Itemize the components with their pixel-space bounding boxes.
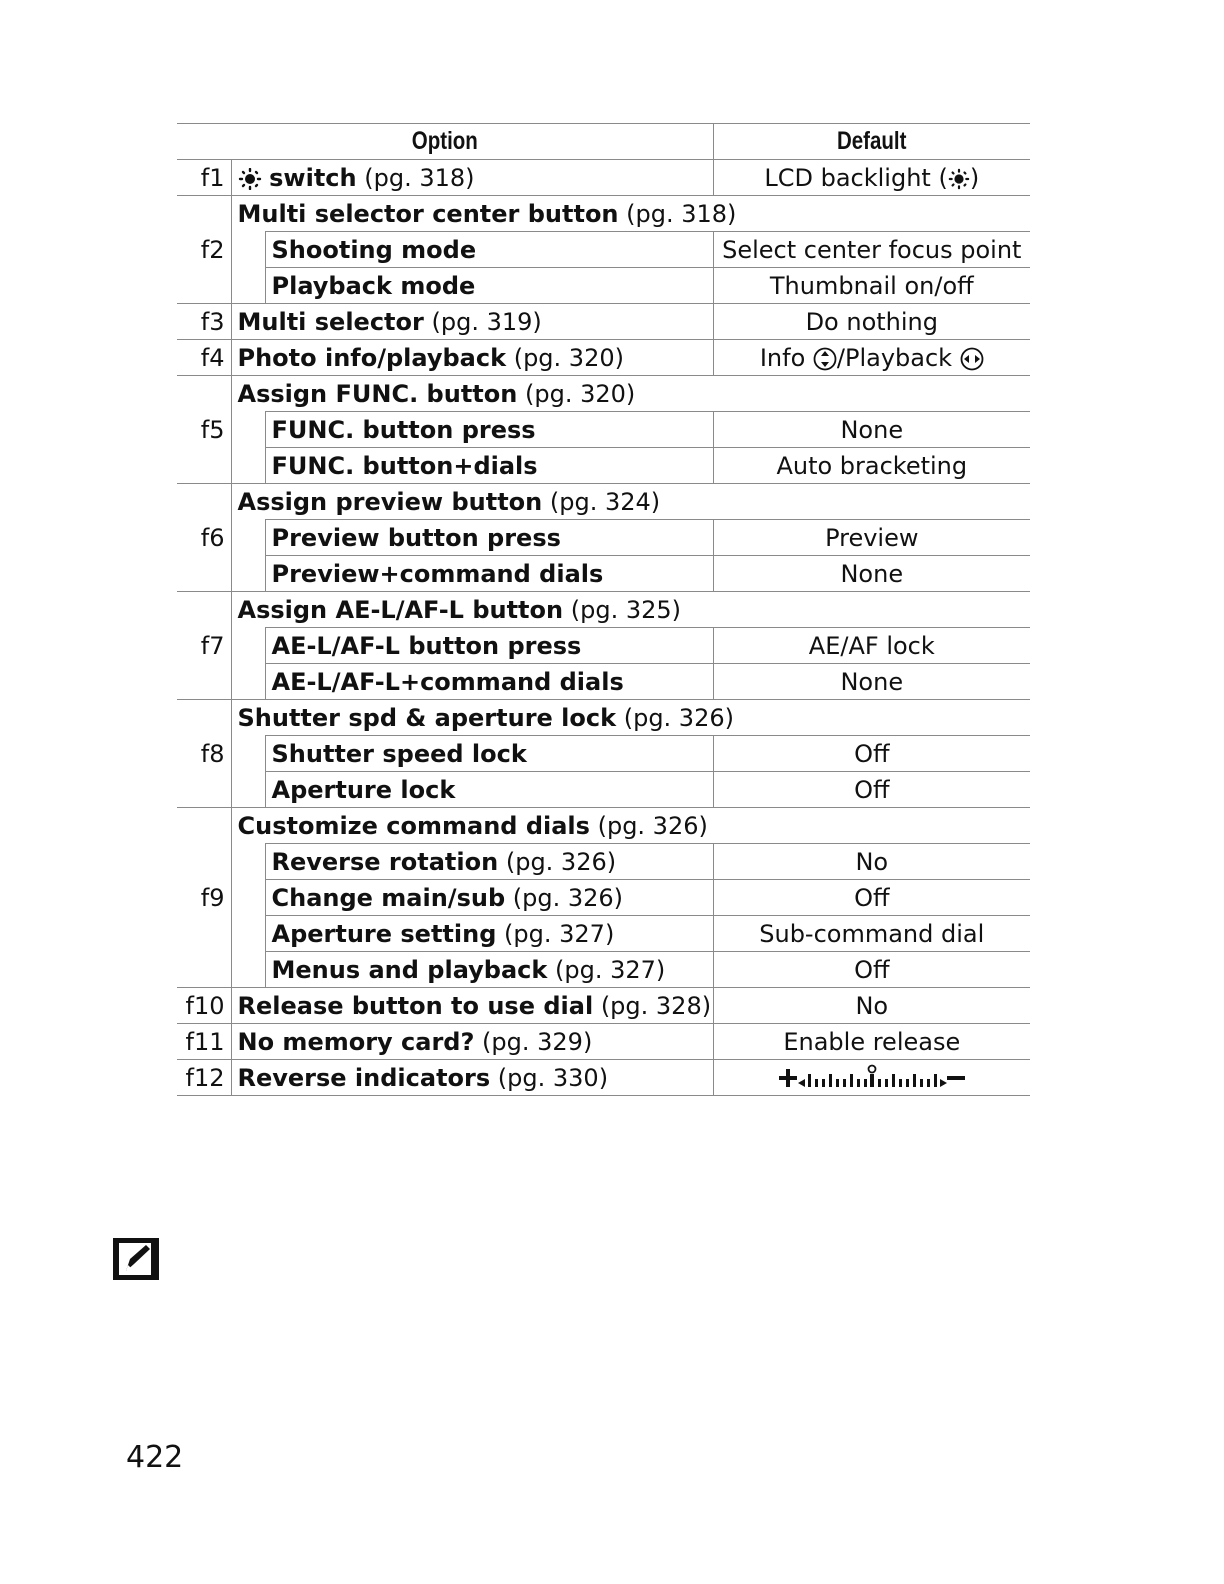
sub-option: Menus and playback (pg. 327) xyxy=(265,952,713,988)
group-title: Assign FUNC. button (pg. 320) xyxy=(237,379,636,408)
table-row xyxy=(177,880,1030,916)
default-cell: Off xyxy=(713,952,1030,988)
sub-option: Aperture setting (pg. 327) xyxy=(265,916,713,952)
table-row xyxy=(177,736,1030,772)
table-row xyxy=(177,232,1030,268)
default-cell: Sub-command dial xyxy=(713,916,1030,952)
table-row xyxy=(177,196,1030,232)
sub-option: Reverse rotation (pg. 326) xyxy=(265,844,713,880)
option-cell: Multi selector (pg. 319) xyxy=(231,304,713,340)
table-row xyxy=(177,556,1030,592)
exposure-indicator-plus-minus-icon xyxy=(777,1064,967,1092)
sub-option: Shutter speed lock xyxy=(265,736,713,772)
group-title: Assign AE-L/AF-L button (pg. 325) xyxy=(237,595,682,624)
row-code: f8 xyxy=(177,700,231,808)
table-row xyxy=(177,664,1030,700)
option-cell: switch (pg. 318) xyxy=(231,160,713,196)
default-cell: None xyxy=(713,412,1030,448)
note-pencil-icon xyxy=(112,1237,160,1281)
table-row xyxy=(177,1060,1030,1096)
row-code: f3 xyxy=(177,304,231,340)
custom-settings-table xyxy=(177,123,1030,1096)
table-row xyxy=(177,268,1030,304)
row-code: f4 xyxy=(177,340,231,376)
default-cell: Off xyxy=(713,880,1030,916)
table-row xyxy=(177,412,1030,448)
default-cell: Enable release xyxy=(713,1024,1030,1060)
row-code: f9 xyxy=(177,808,231,988)
default-cell xyxy=(713,1060,1030,1096)
option-cell: Photo info/playback (pg. 320) xyxy=(231,340,713,376)
table-row xyxy=(177,376,1030,412)
backlight-bulb-icon xyxy=(238,168,262,190)
sub-option: AE-L/AF-L+command dials xyxy=(265,664,713,700)
default-cell: Off xyxy=(713,736,1030,772)
multi-selector-up-down-icon xyxy=(813,347,837,371)
default-cell: None xyxy=(713,556,1030,592)
option-cell: Reverse indicators (pg. 330) xyxy=(231,1060,713,1096)
table-row xyxy=(177,448,1030,484)
default-cell: AE/AF lock xyxy=(713,628,1030,664)
default-cell: Info /Playback xyxy=(713,340,1030,376)
row-code: f11 xyxy=(177,1024,231,1060)
table-row xyxy=(177,340,1030,376)
default-cell: No xyxy=(713,844,1030,880)
table-row xyxy=(177,844,1030,880)
row-code: f6 xyxy=(177,484,231,592)
default-cell: Off xyxy=(713,772,1030,808)
backlight-bulb-icon xyxy=(948,168,970,190)
default-cell: Thumbnail on/off xyxy=(713,268,1030,304)
default-cell: No xyxy=(713,988,1030,1024)
table-row xyxy=(177,772,1030,808)
row-code: f7 xyxy=(177,592,231,700)
sub-option: Shooting mode xyxy=(265,232,713,268)
table-row xyxy=(177,592,1030,628)
sub-option: AE-L/AF-L button press xyxy=(265,628,713,664)
default-cell: Do nothing xyxy=(713,304,1030,340)
table-row xyxy=(177,160,1030,196)
table-row xyxy=(177,520,1030,556)
table-row xyxy=(177,808,1030,844)
sub-option: Preview button press xyxy=(265,520,713,556)
row-code: f12 xyxy=(177,1060,231,1096)
table-row xyxy=(177,484,1030,520)
sub-option: Change main/sub (pg. 326) xyxy=(265,880,713,916)
table-row xyxy=(177,916,1030,952)
sub-option: FUNC. button+dials xyxy=(265,448,713,484)
row-code: f5 xyxy=(177,376,231,484)
group-title: Shutter spd & aperture lock (pg. 326) xyxy=(237,703,734,732)
table-row xyxy=(177,304,1030,340)
table-row xyxy=(177,700,1030,736)
default-cell: LCD backlight ( ) xyxy=(713,160,1030,196)
group-title: Multi selector center button (pg. 318) xyxy=(237,199,737,228)
table-row xyxy=(177,628,1030,664)
table-row xyxy=(177,952,1030,988)
page-number: 422 xyxy=(126,1440,184,1475)
default-cell: Preview xyxy=(713,520,1030,556)
default-cell: None xyxy=(713,664,1030,700)
option-header: Option xyxy=(225,124,665,160)
sub-option: Preview+command dials xyxy=(265,556,713,592)
default-cell: Select center focus point xyxy=(713,232,1030,268)
group-title: Customize command dials (pg. 326) xyxy=(237,811,708,840)
sub-option: Playback mode xyxy=(265,268,713,304)
option-cell: Release button to use dial (pg. 328) xyxy=(231,988,713,1024)
sub-option: FUNC. button press xyxy=(265,412,713,448)
multi-selector-left-right-icon xyxy=(960,347,984,371)
sub-option: Aperture lock xyxy=(265,772,713,808)
table-row xyxy=(177,988,1030,1024)
table-header xyxy=(177,124,1030,160)
group-title: Assign preview button (pg. 324) xyxy=(237,487,661,516)
option-cell: No memory card? (pg. 329) xyxy=(231,1024,713,1060)
row-code: f10 xyxy=(177,988,231,1024)
default-header: Default xyxy=(742,124,1002,160)
default-cell: Auto bracketing xyxy=(713,448,1030,484)
row-code: f2 xyxy=(177,196,231,304)
table-row xyxy=(177,1024,1030,1060)
row-code: f1 xyxy=(177,160,231,196)
